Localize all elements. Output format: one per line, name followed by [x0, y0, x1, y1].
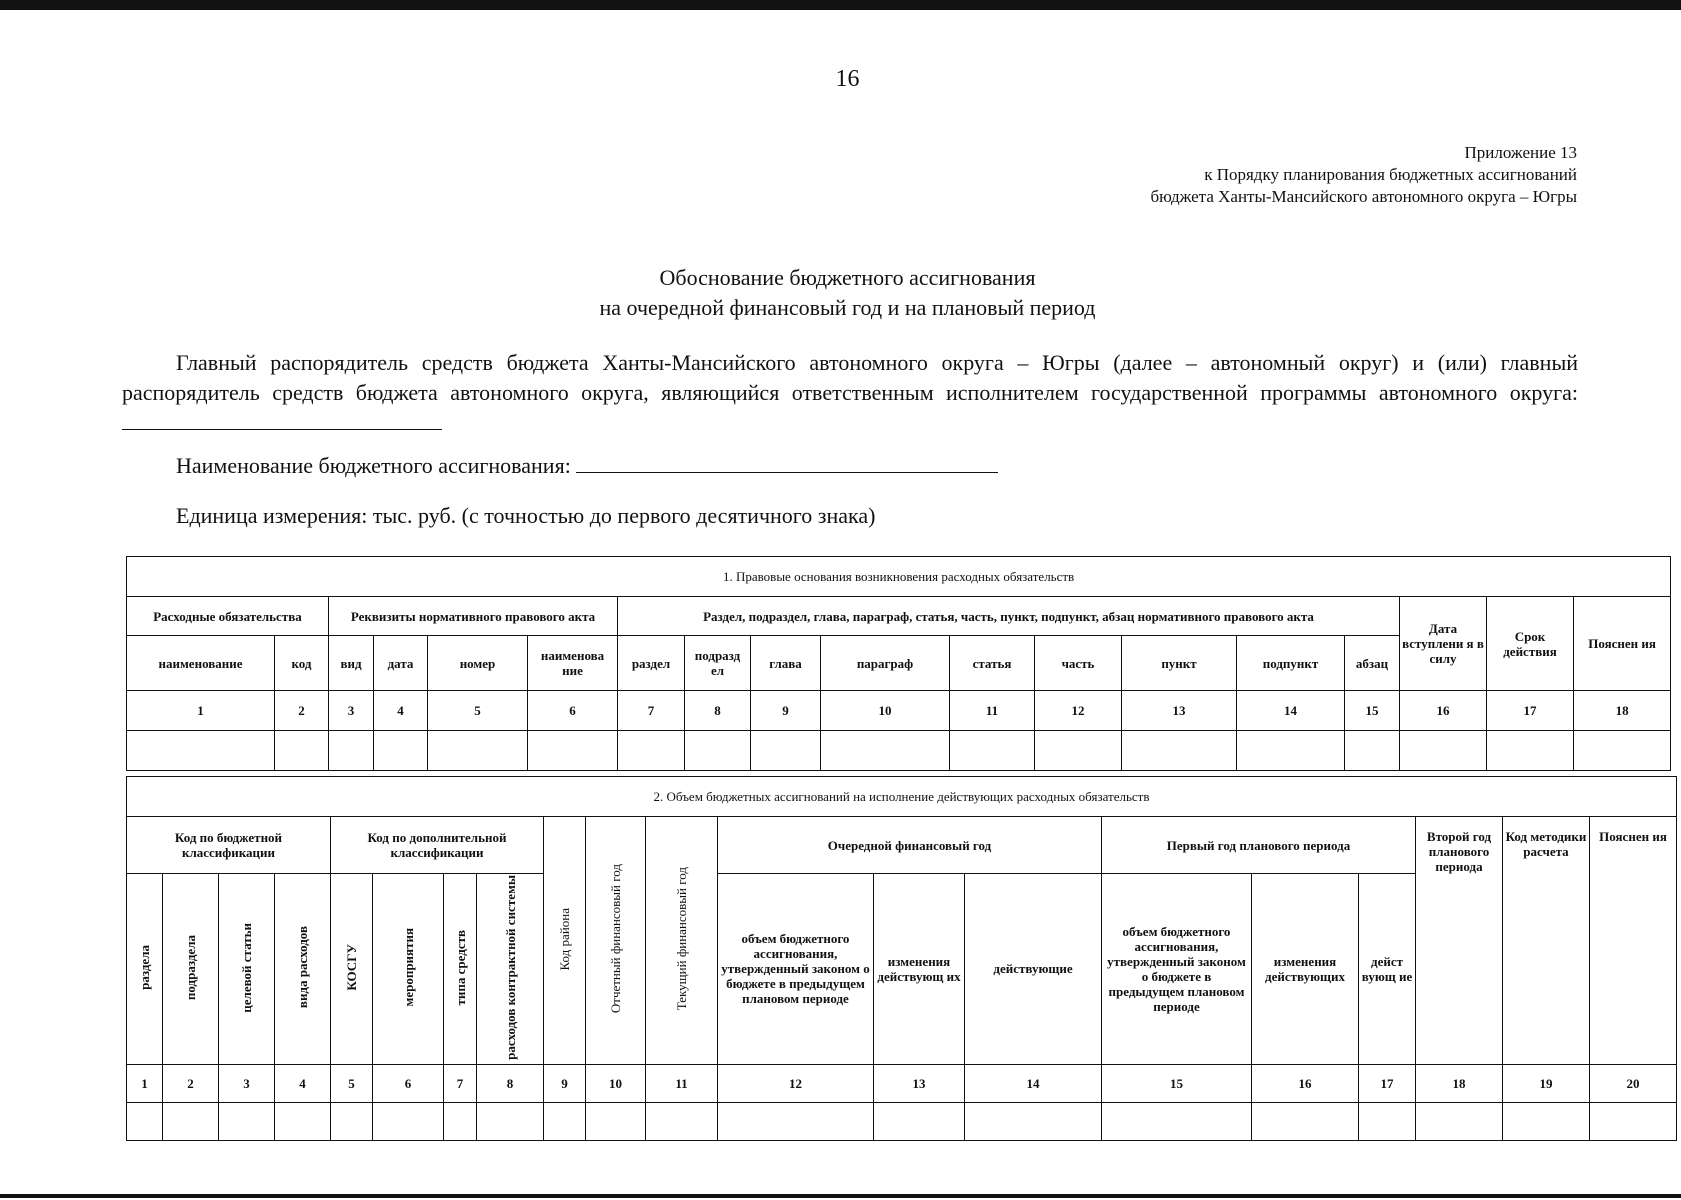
table1-col-code: код — [275, 636, 329, 691]
table2-col-expense-type: вида расходов — [275, 874, 331, 1065]
table1-cell[interactable] — [275, 731, 329, 771]
table2-num: 4 — [275, 1064, 331, 1102]
table2-num: 3 — [219, 1064, 275, 1102]
table1-col-number: номер — [428, 636, 528, 691]
top-border — [0, 0, 1681, 10]
appropriation-name-line — [122, 451, 1632, 481]
table2-cell[interactable] — [331, 1102, 373, 1140]
document-title — [0, 263, 1681, 323]
table1-cell[interactable] — [1574, 731, 1671, 771]
table1-effective-date: Дата вступлени я в силу — [1400, 597, 1487, 691]
table2-num: 12 — [718, 1064, 874, 1102]
table2-num: 14 — [965, 1064, 1102, 1102]
table2-cell[interactable] — [874, 1102, 965, 1140]
table1-col-paragraph: параграф — [821, 636, 950, 691]
table1-cell[interactable] — [1237, 731, 1345, 771]
table1-cell[interactable] — [127, 731, 275, 771]
table2-cell[interactable] — [275, 1102, 331, 1140]
table1-num: 15 — [1345, 691, 1400, 731]
table1-group-obligations: Расходные обязательства — [127, 597, 329, 636]
table1-num: 5 — [428, 691, 528, 731]
title-line-1: Обоснование бюджетного ассигнования — [659, 265, 1036, 290]
table2-num: 19 — [1503, 1064, 1590, 1102]
table1-num: 3 — [329, 691, 374, 731]
table1-col-date: дата — [374, 636, 428, 691]
table2-section-title: 2. Объем бюджетных ассигнований на исполнение действующих расходных обязательств — [127, 777, 1677, 817]
table2-district-code: Код района — [544, 817, 586, 1065]
table1-numbering-row — [127, 691, 1671, 731]
unit-line: Единица измерения: тыс. руб. (с точностью до первого десятичного знака) — [176, 503, 876, 528]
table2-num: 20 — [1590, 1064, 1677, 1102]
table1-cell[interactable] — [821, 731, 950, 771]
main-distributor-paragraph — [122, 348, 1578, 438]
table2-cell[interactable] — [1416, 1102, 1503, 1140]
table2-num: 5 — [331, 1064, 373, 1102]
table1-col-type: вид — [329, 636, 374, 691]
table2-notes: Пояснен ия — [1590, 817, 1677, 1065]
table2-num: 13 — [874, 1064, 965, 1102]
table2-num: 7 — [444, 1064, 477, 1102]
table1-validity: Срок действия — [1487, 597, 1574, 691]
table2-group-first-plan-year: Первый год планового периода — [1102, 817, 1416, 874]
table1-num: 14 — [1237, 691, 1345, 731]
table2-num: 9 — [544, 1064, 586, 1102]
table2-col-kosgu: КОСГУ — [331, 874, 373, 1065]
table1-col-article: статья — [950, 636, 1035, 691]
bottom-border — [0, 1194, 1681, 1198]
table1-col-name: наименование — [127, 636, 275, 691]
table2-cell[interactable] — [965, 1102, 1102, 1140]
table2-num: 8 — [477, 1064, 544, 1102]
table2-cell[interactable] — [646, 1102, 718, 1140]
table1-group-act-parts: Раздел, подраздел, глава, параграф, статья, часть, пункт, подпункт, абзац нормативного правового акта — [618, 597, 1400, 636]
table2-numbering-row — [127, 1064, 1677, 1102]
table2-col-ny-changes: изменения действующ их — [874, 874, 965, 1065]
appendix-line-1: Приложение 13 — [1464, 143, 1577, 162]
table1-num: 11 — [950, 691, 1035, 731]
table2-col-ny-current: действующие — [965, 874, 1102, 1065]
table2-method-code: Код методики расчета — [1503, 817, 1590, 1065]
table1-num: 16 — [1400, 691, 1487, 731]
appropriations-volume-table — [126, 776, 1677, 1141]
legal-basis-table — [126, 556, 1671, 771]
table2-num: 11 — [646, 1064, 718, 1102]
table1-num: 1 — [127, 691, 275, 731]
table2-num: 15 — [1102, 1064, 1252, 1102]
table1-cell[interactable] — [1487, 731, 1574, 771]
table2-empty-row — [127, 1102, 1677, 1140]
table2-num: 16 — [1252, 1064, 1359, 1102]
table1-col-subsection: подразд ел — [685, 636, 751, 691]
table1-col-subpoint: подпункт — [1237, 636, 1345, 691]
page-number: 16 — [835, 66, 860, 92]
table2-col-target-item: целевой статьи — [219, 874, 275, 1065]
table1-col-point: пункт — [1122, 636, 1237, 691]
table1-cell[interactable] — [1122, 731, 1237, 771]
appendix-line-2: к Порядку планирования бюджетных ассигнований — [1204, 165, 1577, 184]
table1-cell[interactable] — [1400, 731, 1487, 771]
table1-num: 18 — [1574, 691, 1671, 731]
table2-cell[interactable] — [544, 1102, 586, 1140]
appropriation-name-label: Наименование бюджетного ассигнования: — [176, 453, 571, 478]
table1-section-title: 1. Правовые основания возникновения расходных обязательств — [127, 557, 1671, 597]
table1-num: 12 — [1035, 691, 1122, 731]
table1-cell[interactable] — [329, 731, 374, 771]
table1-col-act-name: наименова ние — [528, 636, 618, 691]
table1-cell[interactable] — [751, 731, 821, 771]
table1-num: 7 — [618, 691, 685, 731]
table1-cell[interactable] — [618, 731, 685, 771]
table2-group-budget-code: Код по бюджетной классификации — [127, 817, 331, 874]
table2-cell[interactable] — [1252, 1102, 1359, 1140]
table1-col-section: раздел — [618, 636, 685, 691]
table2-cell[interactable] — [127, 1102, 163, 1140]
appendix-reference — [1150, 142, 1577, 208]
table1-cell[interactable] — [950, 731, 1035, 771]
main-distributor-text: Главный распорядитель средств бюджета Ханты-Мансийского автономного округа – Югры (далее – автономный округ) и (или) главный распорядитель средств бюджета автономного округа, являющийся ответственным исполнителем государственной программы автономного округа: — [122, 350, 1578, 405]
table1-col-part: часть — [1035, 636, 1122, 691]
table2-cell[interactable] — [373, 1102, 444, 1140]
table2-cell[interactable] — [718, 1102, 874, 1140]
table1-num: 13 — [1122, 691, 1237, 731]
table2-col-activity: мероприятия — [373, 874, 444, 1065]
table2-col-ny-volume: объем бюджетного ассигнования, утвержденный законом о бюджете в предыдущем плановом периоде — [718, 874, 874, 1065]
table2-col-contract-expenses: расходов контрактной системы — [477, 874, 544, 1065]
table2-current-year: Текущий финансовый год — [646, 817, 718, 1065]
table2-num: 18 — [1416, 1064, 1503, 1102]
table1-num: 4 — [374, 691, 428, 731]
table1-cell[interactable] — [374, 731, 428, 771]
table2-col-fy-volume: объем бюджетного ассигнования, утвержденный законом о бюджете в предыдущем плановом периоде — [1102, 874, 1252, 1065]
table1-cell[interactable] — [528, 731, 618, 771]
table2-num: 2 — [163, 1064, 219, 1102]
table2-num: 17 — [1359, 1064, 1416, 1102]
table1-col-chapter: глава — [751, 636, 821, 691]
table1-num: 8 — [685, 691, 751, 731]
table2-second-plan-year: Второй год планового периода — [1416, 817, 1503, 1065]
table1-notes: Пояснен ия — [1574, 597, 1671, 691]
table1-empty-row — [127, 731, 1671, 771]
table2-col-section: раздела — [127, 874, 163, 1065]
appropriation-name-blank[interactable] — [576, 454, 998, 473]
table2-cell[interactable] — [444, 1102, 477, 1140]
table2-num: 6 — [373, 1064, 444, 1102]
table2-cell[interactable] — [477, 1102, 544, 1140]
table2-col-subsection: подраздела — [163, 874, 219, 1065]
appendix-line-3: бюджета Ханты-Мансийского автономного округа – Югры — [1150, 187, 1577, 206]
table2-col-fy-current: дейст вующ ие — [1359, 874, 1416, 1065]
table1-num: 2 — [275, 691, 329, 731]
title-line-2: на очередной финансовый год и на плановый период — [599, 295, 1096, 320]
table2-col-fy-changes: изменения действующих — [1252, 874, 1359, 1065]
table1-group-act-details: Реквизиты нормативного правового акта — [329, 597, 618, 636]
table2-cell[interactable] — [586, 1102, 646, 1140]
table1-col-clause: абзац — [1345, 636, 1400, 691]
table1-cell[interactable] — [685, 731, 751, 771]
table2-col-funds-type: типа средств — [444, 874, 477, 1065]
table2-cell[interactable] — [1503, 1102, 1590, 1140]
table2-cell[interactable] — [219, 1102, 275, 1140]
main-distributor-blank[interactable] — [122, 411, 442, 430]
table2-num: 10 — [586, 1064, 646, 1102]
table1-num: 6 — [528, 691, 618, 731]
table2-cell[interactable] — [1590, 1102, 1677, 1140]
table2-cell[interactable] — [1359, 1102, 1416, 1140]
table2-cell[interactable] — [1102, 1102, 1252, 1140]
table1-num: 17 — [1487, 691, 1574, 731]
table1-cell[interactable] — [428, 731, 528, 771]
table1-cell[interactable] — [1035, 731, 1122, 771]
table2-group-extra-code: Код по дополнительной классификации — [331, 817, 544, 874]
table2-num: 1 — [127, 1064, 163, 1102]
table1-cell[interactable] — [1345, 731, 1400, 771]
table2-report-year: Отчетный финансовый год — [586, 817, 646, 1065]
table2-group-next-year: Очередной финансовый год — [718, 817, 1102, 874]
table2-cell[interactable] — [163, 1102, 219, 1140]
table1-num: 9 — [751, 691, 821, 731]
table1-num: 10 — [821, 691, 950, 731]
